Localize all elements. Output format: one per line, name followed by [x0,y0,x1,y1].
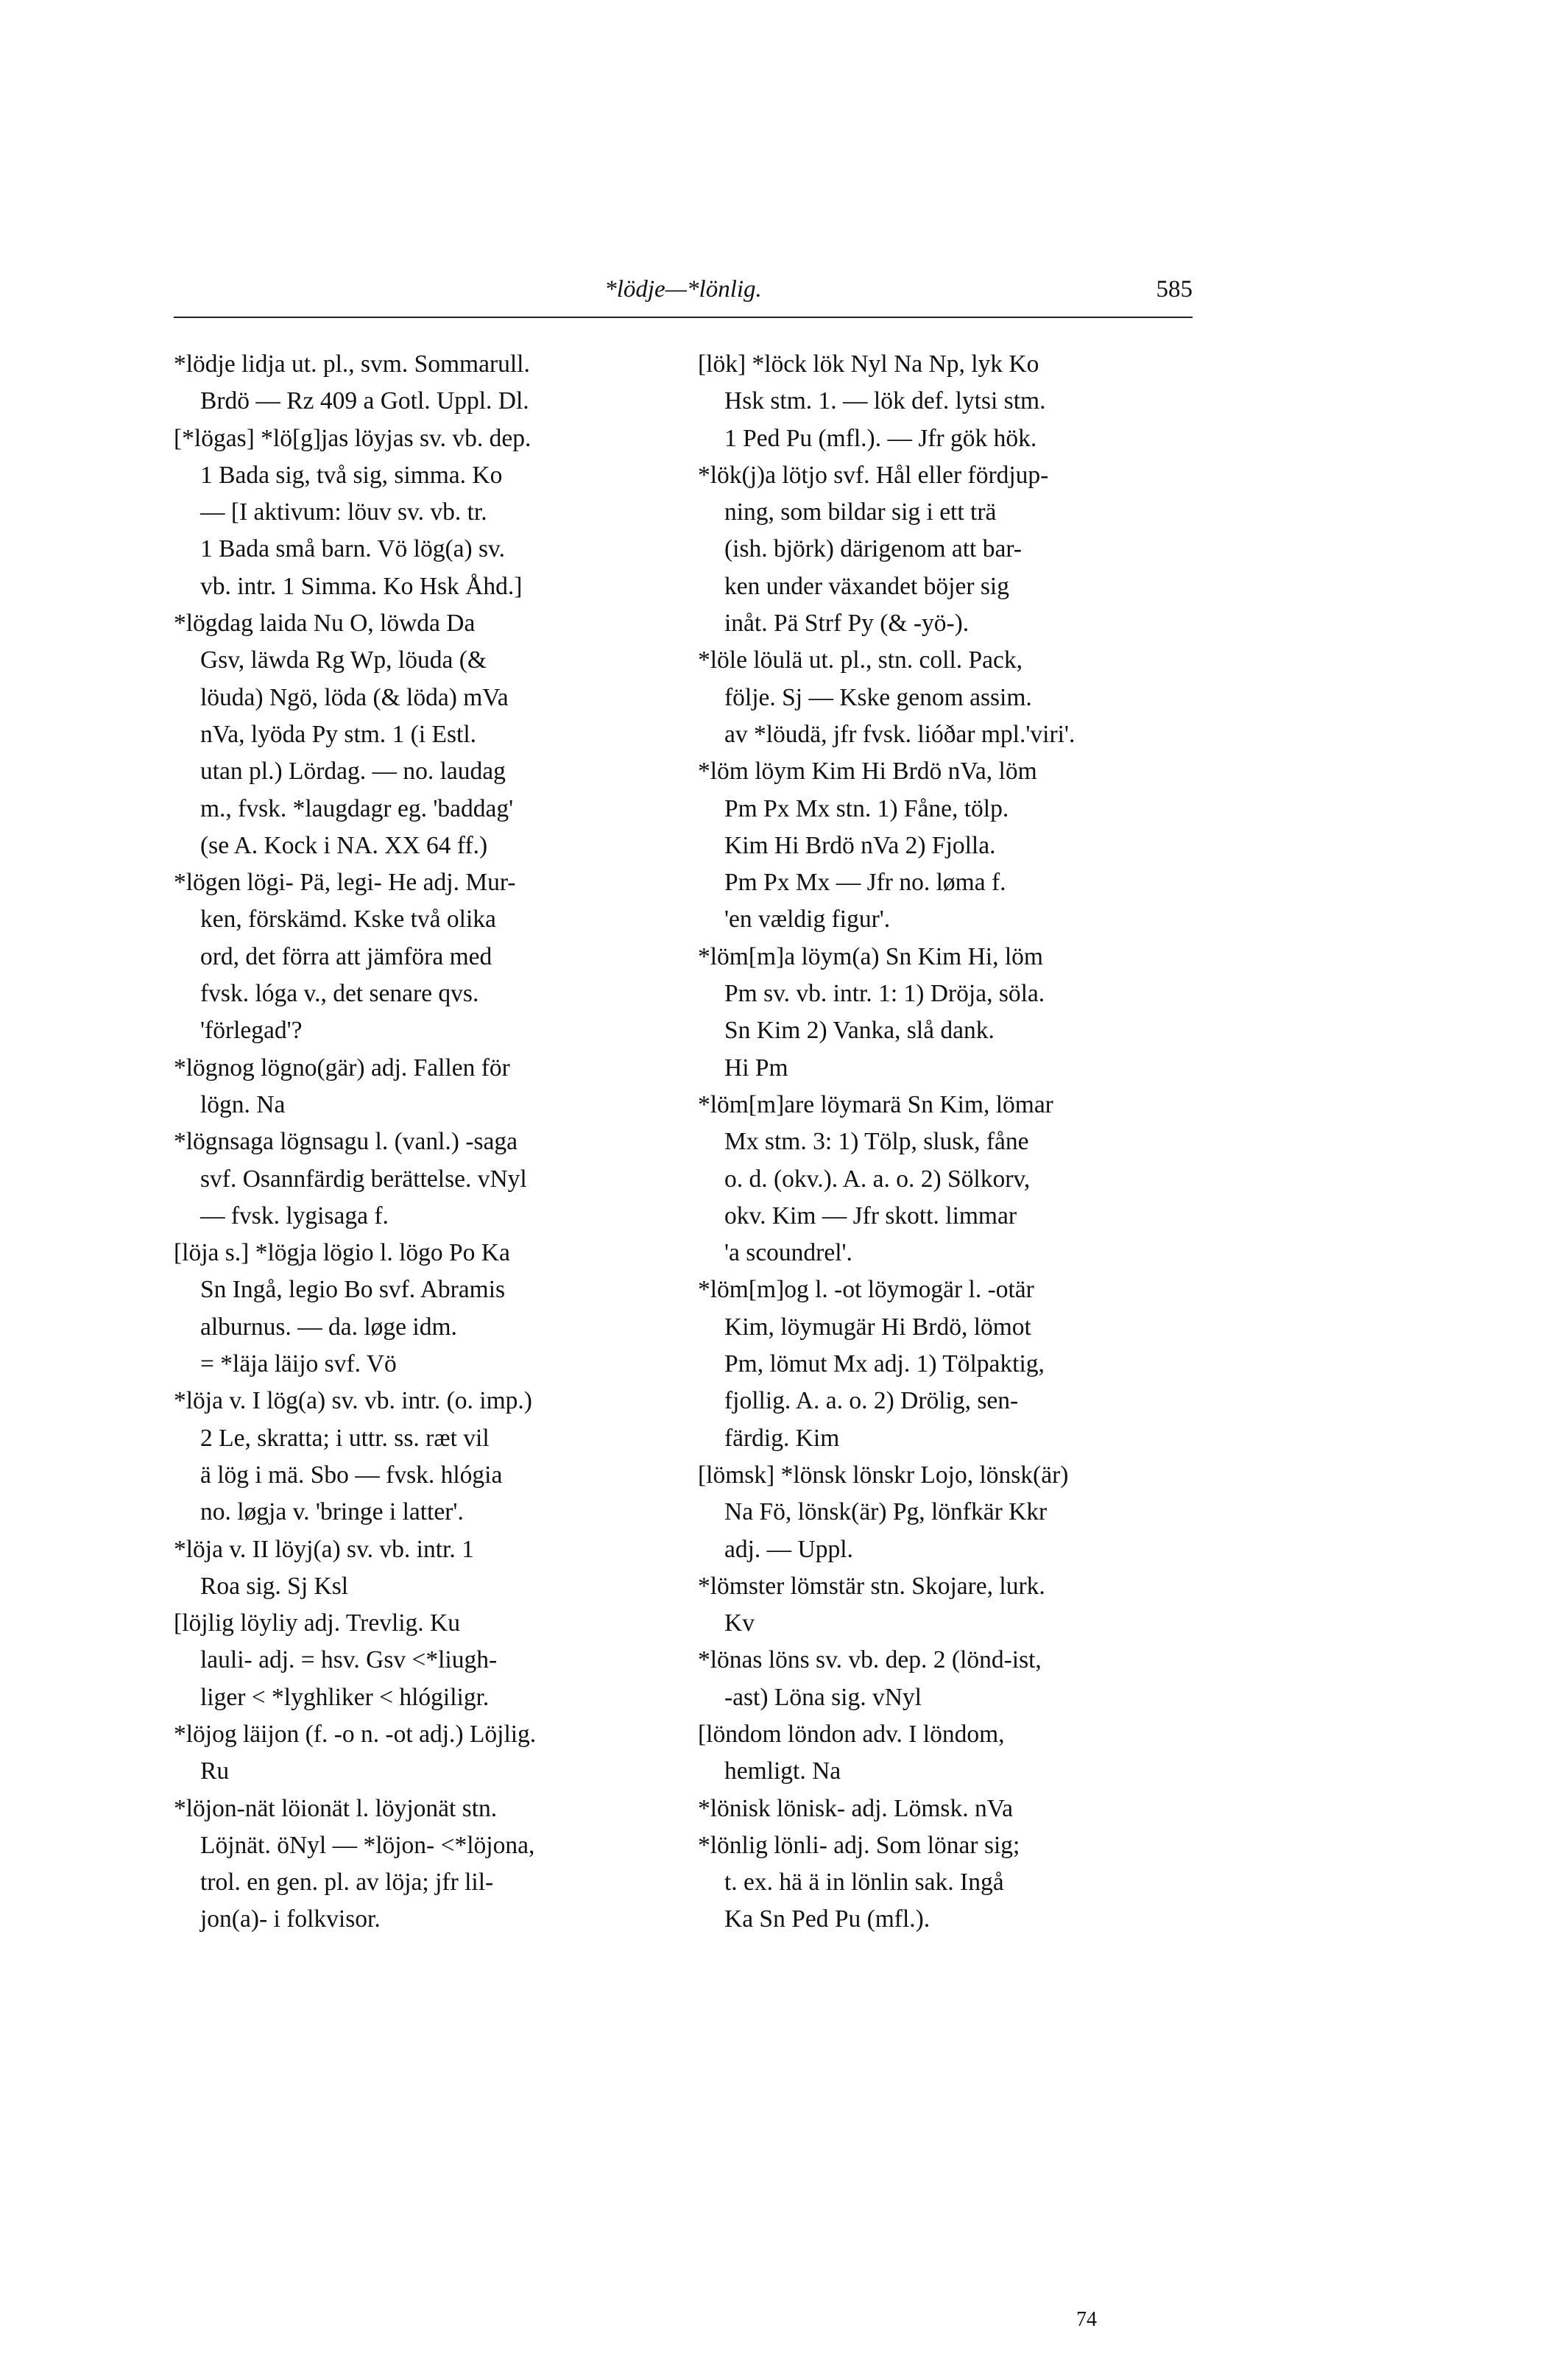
entry-line: inåt. Pä Strf Py (& -yö-). [724,610,970,638]
entry-line: lögn. Na [200,1090,286,1118]
entry-line: 1 Ped Pu (mfl.). — Jfr gök hök. [724,424,1037,452]
entry-line: -ast) Löna sig. vNyl [724,1683,922,1711]
entry-line: okv. Kim — Jfr skott. limmar [724,1202,1017,1230]
entry-line: följe. Sj — Kske genom assim. [724,683,1032,711]
entry-line: Gsv, läwda Rg Wp, löuda (& [200,646,487,674]
entry-line: ä lög i mä. Sbo — fvsk. hlógia [200,1461,503,1489]
entry-line: Hsk stm. 1. — lök def. lytsi stm. [724,387,1046,415]
entry-line: Pm Px Mx stn. 1) Fåne, tölp. [724,794,1009,822]
entry-line: alburnus. — da. løge idm. [200,1313,457,1341]
entry-line: *löm[m]are löymarä Sn Kim, lömar [698,1090,1053,1118]
entry-line: av *löudä, jfr fvsk. lióðar mpl.'viri'. [724,720,1076,748]
entry-line: *löle löulä ut. pl., stn. coll. Pack, [698,646,1023,674]
entry-line: *lömster lömstär stn. Skojare, lurk. [698,1572,1045,1600]
entry-line: Sn Kim 2) Vanka, slå dank. [724,1017,995,1045]
entry-line: *löja v. II löyj(a) sv. vb. intr. 1 [174,1535,474,1563]
entry-line: utan pl.) Lördag. — no. laudag [200,758,506,786]
entry-line: Roa sig. Sj Ksl [200,1572,349,1600]
entry-line: (ish. björk) därigenom att bar- [724,535,1022,563]
entry-line: *lögnog lögno(gär) adj. Fallen för [174,1054,510,1082]
entry-line: Mx stm. 3: 1) Tölp, slusk, fåne [724,1128,1029,1156]
entry-line: Pm, lömut Mx adj. 1) Tölpaktig, [724,1350,1045,1378]
page-header [174,276,1193,313]
entry-line: m., fvsk. *laugdagr eg. 'baddag' [200,794,514,822]
entry-line: [löjlig löyliy adj. Trevlig. Ku [174,1609,460,1637]
entry-line: ord, det förra att jämföra med [200,942,492,970]
entry-line: *lögnsaga lögnsagu l. (vanl.) -saga [174,1128,518,1156]
entry-line: lauli- adj. = hsv. Gsv <*liugh- [200,1646,498,1674]
entry-line: Hi Pm [724,1054,788,1082]
entry-line: [löja s.] *lögja lögio l. lögo Po Ka [174,1239,510,1267]
entry-line: *lödje lidja ut. pl., svm. Sommarull. [174,350,530,378]
entry-line: *lögen lögi- Pä, legi- He adj. Mur- [174,869,516,897]
entry-line: — fvsk. lygisaga f. [200,1202,389,1230]
entry-line: fvsk. lóga v., det senare qvs. [200,980,479,1008]
entry-line: ning, som bildar sig i ett trä [724,498,997,526]
entry-line: [lök] *löck lök Nyl Na Np, lyk Ko [698,350,1039,378]
entry-line: ken under växandet böjer sig [724,572,1009,600]
entry-line: *löjon-nät löionät l. löyjonät stn. [174,1794,498,1822]
entry-line: Brdö — Rz 409 a Gotl. Uppl. Dl. [200,387,529,415]
entry-line: *löja v. I lög(a) sv. vb. intr. (o. imp.) [174,1387,532,1415]
entry-line: Kv [724,1609,755,1637]
entry-line: *lönisk lönisk- adj. Lömsk. nVa [698,1794,1014,1822]
entry-line: Pm Px Mx — Jfr no. løma f. [724,869,1006,897]
entry-line: löuda) Ngö, löda (& löda) mVa [200,683,509,711]
page-number: 585 [1156,276,1193,303]
entry-line: svf. Osannfärdig berättelse. vNyl [200,1165,527,1193]
entry-line: adj. — Uppl. [724,1535,853,1563]
entry-line: Sn Ingå, legio Bo svf. Abramis [200,1276,506,1304]
entry-line: vb. intr. 1 Simma. Ko Hsk Åhd.] [200,572,523,600]
entry-line: 2 Le, skratta; i uttr. ss. ræt vil [200,1424,490,1452]
entry-line: Kim, löymugär Hi Brdö, lömot [724,1313,1031,1341]
entry-line: o. d. (okv.). A. a. o. 2) Sölkorv, [724,1165,1031,1193]
entry-line: — [I aktivum: löuv sv. vb. tr. [200,498,487,526]
entry-line: Ka Sn Ped Pu (mfl.). [724,1905,930,1933]
entry-line: liger < *lyghliker < hlógiligr. [200,1683,490,1711]
entry-line: 1 Bada små barn. Vö lög(a) sv. [200,535,506,563]
entry-line: t. ex. hä ä in lönlin sak. Ingå [724,1869,1004,1897]
entry-line: trol. en gen. pl. av löja; jfr lil- [200,1869,494,1897]
running-head: *lödje—*lönlig. [604,276,762,303]
entry-line: *löm[m]a löym(a) Sn Kim Hi, löm [698,942,1043,970]
entry-line: Kim Hi Brdö nVa 2) Fjolla. [724,831,996,859]
entry-line: hemligt. Na [724,1757,841,1785]
entry-line: jon(a)- i folkvisor. [200,1905,381,1933]
entry-line: fjollig. A. a. o. 2) Drölig, sen- [724,1387,1019,1415]
entry-line: 1 Bada sig, två sig, simma. Ko [200,461,503,489]
entry-line: *lönas löns sv. vb. dep. 2 (lönd-ist, [698,1646,1042,1674]
entry-line: 'a scoundrel'. [724,1239,852,1267]
entry-line: [*lögas] *lö[g]jas löyjas sv. vb. dep. [174,424,532,452]
entry-line: *lögdag laida Nu O, löwda Da [174,610,476,638]
entry-line: = *läja läijo svf. Vö [200,1350,397,1378]
entry-line: Pm sv. vb. intr. 1: 1) Dröja, söla. [724,980,1045,1008]
entry-line: 'förlegad'? [200,1017,303,1045]
entry-line: nVa, lyöda Py stm. 1 (i Estl. [200,720,477,748]
entry-line: Na Fö, lönsk(är) Pg, lönfkär Kkr [724,1498,1048,1526]
entry-line: [lömsk] *lönsk lönskr Lojo, lönsk(är) [698,1461,1069,1489]
entry-line: no. løgja v. 'bringe i latter'. [200,1498,464,1526]
entry-line: *lönlig lönli- adj. Som lönar sig; [698,1831,1020,1859]
entry-line: ken, förskämd. Kske två olika [200,906,496,934]
entry-line: *lök(j)a lötjo svf. Hål eller fördjup- [698,461,1049,489]
entry-line: (se A. Kock i NA. XX 64 ff.) [200,831,488,859]
entry-line: Ru [200,1757,230,1785]
signature-mark: 74 [1076,2308,1097,2331]
entry-line: Löjnät. öNyl — *löjon- <*löjona, [200,1831,535,1859]
entry-line: *löm[m]og l. -ot löymogär l. -otär [698,1276,1034,1304]
entry-line: *löjog läijon (f. -o n. -ot adj.) Löjlig. [174,1720,537,1748]
header-rule [174,317,1193,318]
entry-line: [löndom löndon adv. I löndom, [698,1720,1005,1748]
entry-line: 'en vældig figur'. [724,906,891,934]
right-column [698,346,1176,1939]
entry-line: färdig. Kim [724,1424,840,1452]
entry-line: *löm löym Kim Hi Brdö nVa, löm [698,758,1037,786]
left-column [174,346,652,1939]
